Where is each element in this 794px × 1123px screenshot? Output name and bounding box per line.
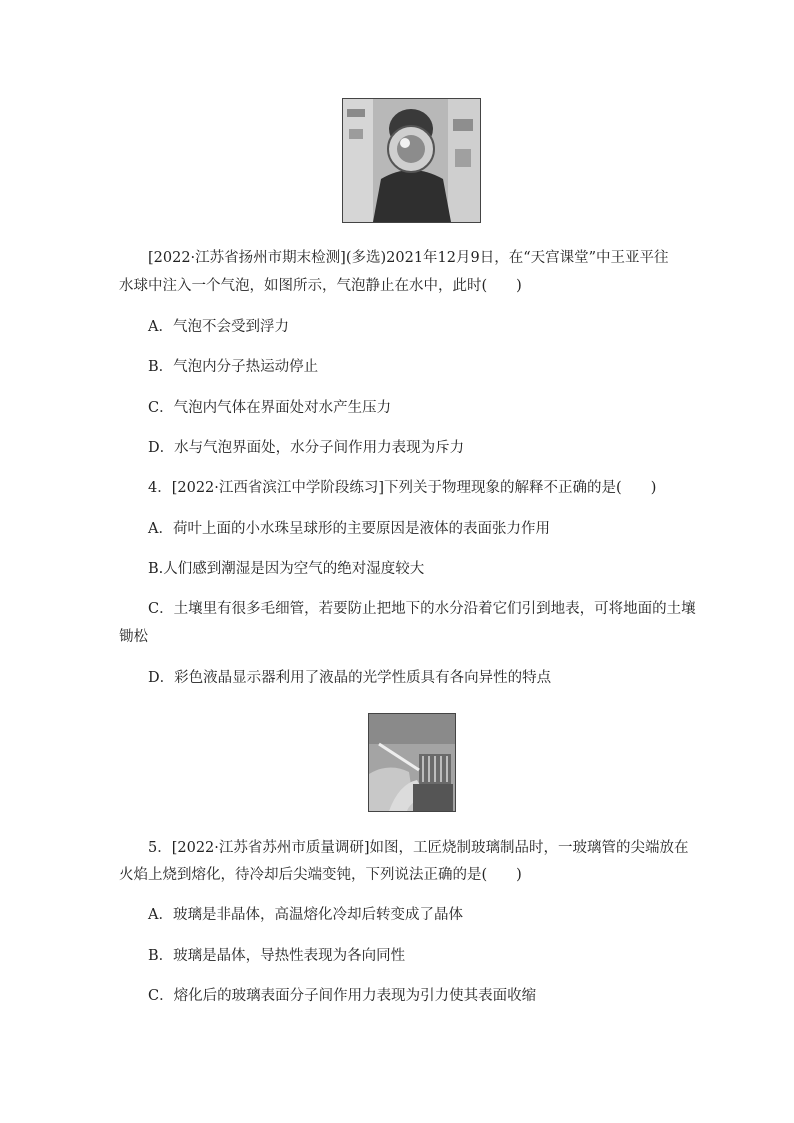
glass-tube-photo <box>368 713 456 812</box>
q5-option-c: C．熔化后的玻璃表面分子间作用力表现为引力使其表面收缩 <box>148 988 537 1004</box>
q2-option-b: B．气泡内分子热运动停止 <box>148 359 319 375</box>
q4-option-d: D．彩色液晶显示器利用了液晶的光学性质具有各向异性的特点 <box>148 670 552 686</box>
q2-option-d: D．水与气泡界面处，水分子间作用力表现为斥力 <box>148 440 465 456</box>
q4-option-b: B.人们感到潮湿是因为空气的绝对湿度较大 <box>148 561 425 577</box>
question-4-stem: 4．[2022·江西省滨江中学阶段练习]下列关于物理现象的解释不正确的是( ) <box>148 480 657 496</box>
water-ball-photo <box>342 98 481 223</box>
q4-option-c-line-2: 锄松 <box>119 629 148 645</box>
q2-option-a: A．气泡不会受到浮力 <box>148 319 289 335</box>
q2-option-c: C．气泡内气体在界面处对水产生压力 <box>148 400 392 416</box>
q5-option-a: A．玻璃是非晶体，高温熔化冷却后转变成了晶体 <box>148 907 463 923</box>
q4-option-a: A．荷叶上面的小水珠呈球形的主要原因是液体的表面张力作用 <box>148 521 550 537</box>
q5-option-b: B．玻璃是晶体，导热性表现为各向同性 <box>148 948 406 964</box>
question-5-line-1: 5．[2022·江苏省苏州市质量调研]如图，工匠烧制玻璃制品时，一玻璃管的尖端放在 <box>148 840 689 856</box>
question-5-line-2: 火焰上烧到熔化，待冷却后尖端变钝，下列说法正确的是( ) <box>119 867 522 883</box>
question-2-line-2: 水球中注入一个气泡，如图所示，气泡静止在水中，此时( ) <box>119 278 522 294</box>
q4-option-c-line-1: C．土壤里有很多毛细管，若要防止把地下的水分沿着它们引到地表，可将地面的土壤 <box>148 601 696 617</box>
question-2-line-1: [2022·江苏省扬州市期末检测](多选)2021年12月9日，在“天宫课堂”中王亚平往 <box>148 250 669 266</box>
